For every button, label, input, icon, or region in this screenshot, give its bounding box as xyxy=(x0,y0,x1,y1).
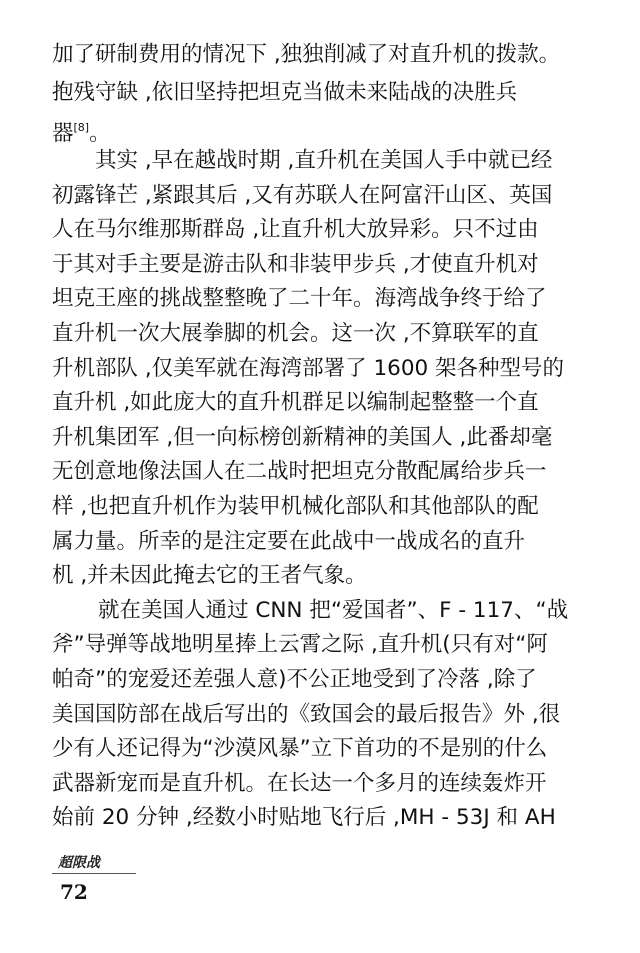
text-line-with-citation xyxy=(52,113,592,143)
text-line: 坦克王座的挑战整整晚了二十年。海湾战争终于给了 xyxy=(52,286,547,311)
paragraph-start-line: 其实 ,早在越战时期 ,直升机在美国人手中就已经 xyxy=(95,148,553,173)
text-line: 无创意地像法国人在二战时把坦克分散配属给步兵一 xyxy=(52,459,547,484)
paragraph-start-line: 就在美国人通过 CNN 把“爱国者”、F - 117、“战 xyxy=(98,598,569,623)
text-line: 机 ,并未因此掩去它的王者气象。 xyxy=(52,563,367,588)
text-line: 初露锋芒 ,紧跟其后 ,又有苏联人在阿富汗山区、英国 xyxy=(52,183,553,208)
text-line: 样 ,也把直升机作为装甲机械化部队和其他部队的配 xyxy=(52,494,539,519)
text-line: 属力量。所幸的是注定要在此战中一战成名的直升 xyxy=(52,529,526,554)
text-line: 升机集团军 ,但一向标榜创新精神的美国人 ,此番却毫 xyxy=(52,425,553,450)
text-line: 武器新宠而是直升机。在长达一个多月的连续轰炸开 xyxy=(52,771,547,796)
sentence-end: 。 xyxy=(89,121,111,143)
page-number: 72 xyxy=(60,880,88,904)
text-line: 加了研制费用的情况下 ,独独削减了对直升机的拨款。 xyxy=(52,42,561,67)
text-line: 少有人还记得为“沙漠风暴”立下首功的不是别的什么 xyxy=(52,736,548,761)
citation-marker: [8] xyxy=(73,121,90,134)
text-line: 直升机 ,如此庞大的直升机群足以编制起整整一个直 xyxy=(52,390,539,415)
text-line: 直升机一次大展拳脚的机会。这一次 ,不算联军的直 xyxy=(52,321,539,346)
running-footer-title: 超限战 xyxy=(58,855,100,871)
footer-divider xyxy=(52,873,136,874)
text-line: 帕奇”的宠爱还差强人意)不公正地受到了冷落 ,除了 xyxy=(52,667,537,692)
text-line: 美国国防部在战后写出的《致国会的最后报告》外 ,很 xyxy=(52,702,561,727)
text-line: 于其对手主要是游击队和非装甲步兵 ,才使直升机对 xyxy=(52,252,539,277)
text-line: 始前 20 分钟 ,经数小时贴地飞行后 ,MH - 53J 和 AH xyxy=(52,805,556,830)
text-line: 抱残守缺 ,依旧坚持把坦克当做未来陆战的决胜兵 xyxy=(52,80,518,105)
text-line: 器 xyxy=(52,121,74,143)
text-line: 人在马尔维那斯群岛 ,让直升机大放异彩。只不过由 xyxy=(52,217,539,242)
text-line: 斧”导弹等战地明星捧上云霄之际 ,直升机(只有对“阿 xyxy=(52,632,548,657)
text-line: 升机部队 ,仅美军就在海湾部署了 1600 架各种型号的 xyxy=(52,356,565,381)
